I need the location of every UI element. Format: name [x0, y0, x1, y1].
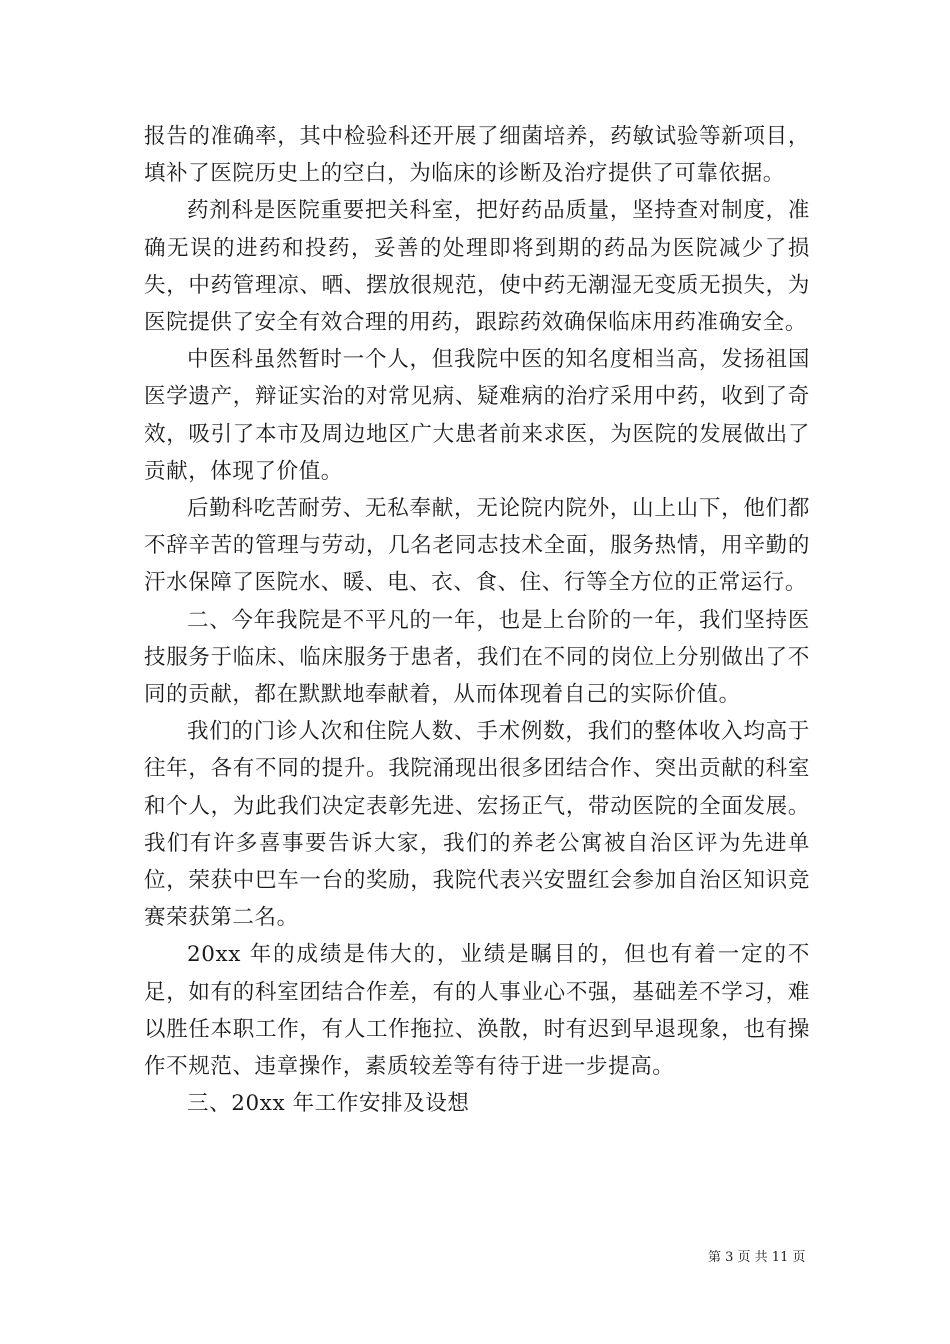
paragraph-section-two: 二、今年我院是不平凡的一年，也是上台阶的一年，我们坚持医技服务于临床、临床服务于患者，我们在不同的岗位上分别做出了不同的贡献，都在默默地奉献着，从而体现着自己的实际价值。	[144, 607, 810, 708]
section-heading-three: 三、20xx 年工作安排及设想	[187, 1091, 470, 1117]
paragraph-lab-report: 报告的准确率，其中检验科还开展了细菌培养，药敏试验等新项目，填补了医院历史上的空白，为临床的诊断及治疗提供了可靠依据。	[144, 124, 810, 187]
page-number-footer: 第 3 页 共 11 页	[708, 1250, 806, 1265]
paragraph-logistics: 后勤科吃苦耐劳、无私奉献，无论院内院外，山上山下，他们都不辞辛苦的管理与劳动，几名老同志技术全面，服务热情，用辛勤的汗水保障了医院水、暖、电、衣、食、住、行等全方位的正常运行。	[144, 496, 810, 596]
paragraph-achievements: 我们的门诊人次和住院人数、手术例数，我们的整体收入均高于往年，各有不同的提升。我院涌现出很多团结合作、突出贡献的科室和个人，为此我们决定表彰先进、宏扬正气，带动医院的全面发展。我们有许多喜事要告诉大家，我们的养老公寓被自治区评为先进单位，荣获中巴车一台的奖励，我院代表兴安盟红会参加自治区知识竞赛荣获第二名。	[144, 719, 810, 931]
paragraph-pharmacy: 药剂科是医院重要把关科室，把好药品质量，坚持查对制度，准确无误的进药和投药，妥善的处理即将到期的药品为医院减少了损失，中药管理凉、晒、摆放很规范，使中药无潮湿无变质无损失，为医院提供了安全有效合理的用药，跟踪药效确保临床用药准确安全。	[144, 198, 810, 336]
document-body	[144, 118, 810, 1122]
paragraph-shortcomings: 20xx 年的成绩是伟大的，业绩是瞩目的，但也有着一定的不足，如有的科室团结合作差，有的人事业心不强，基础差不学习，难以胜任本职工作，有人工作拖拉、涣散，时有迟到早退现象，也有操作不规范、违章操作，素质较差等有待于进一步提高。	[144, 942, 810, 1080]
paragraph-tcm: 中医科虽然暂时一个人，但我院中医的知名度相当高，发扬祖国医学遗产，辩证实治的对常见病、疑难病的治疗采用中药，收到了奇效，吸引了本市及周边地区广大患者前来求医，为医院的发展做出了贡献，体现了价值。	[144, 347, 810, 484]
